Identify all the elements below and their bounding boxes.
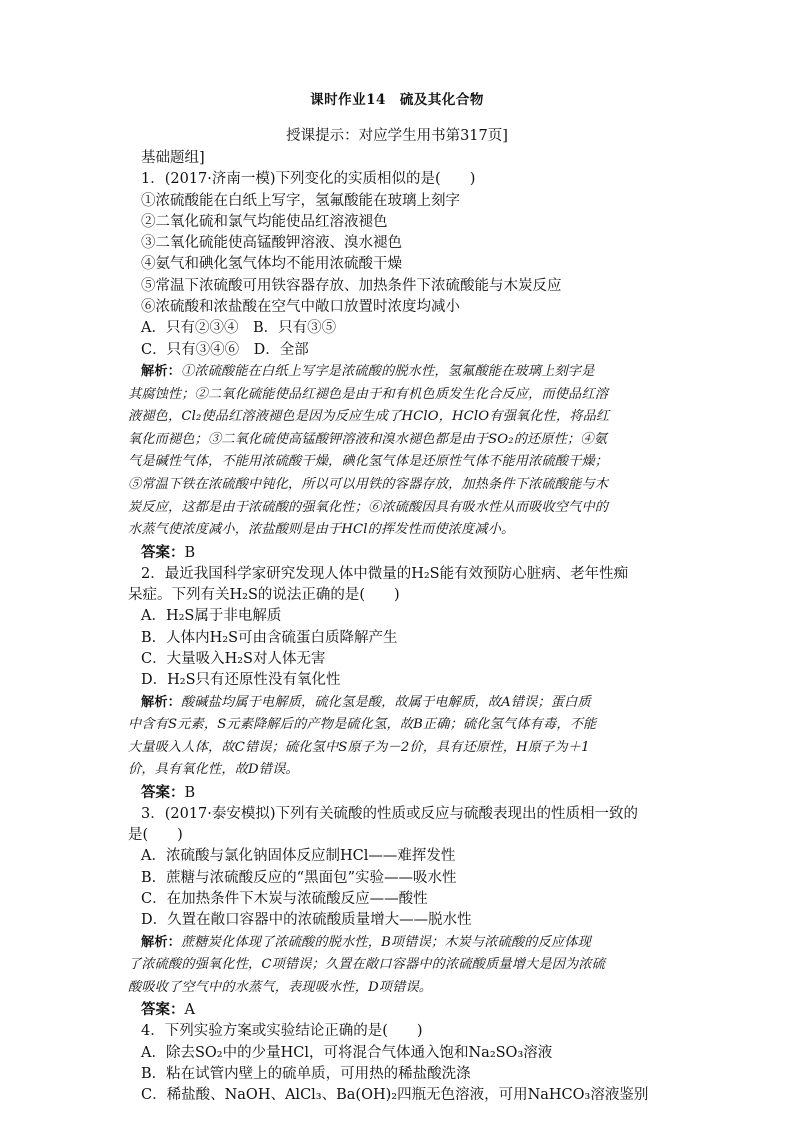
page-title <box>0 88 794 108</box>
q3-answer: 答案：A <box>141 1001 195 1019</box>
q3-option: A．浓硫酸与氯化钠固体反应制HCl——难挥发性 <box>141 848 456 865</box>
q1-analysis-line: 液褪色，Cl₂使品红溶液褪色是因为反应生成了HClO，HClO有强氧化性，将品红 <box>128 409 610 425</box>
q4-option: A．除去SO₂中的少量HCl，可将混合气体通入饱和Na₂SO₃溶液 <box>141 1044 553 1061</box>
q2-stem: 2．最近我国科学家研究发现人体中微量的H₂S能有效预防心脏病、老年性痴 <box>141 565 629 582</box>
q2-option: A．H₂S属于非电解质 <box>141 608 282 625</box>
q1-analysis-line: 炭反应，这都是由于浓硫酸的强氧化性；⑥浓硫酸因具有吸水性从而吸收空气中的 <box>128 499 609 515</box>
q1-analysis-line: 氧化而褪色；③二氧化硫使高锰酸钾溶液和溴水褪色都是由于SO₂的还原性；④氨 <box>128 431 608 447</box>
q1-answer: 答案：B <box>141 543 196 561</box>
q2-option: B．人体内H₂S可由含硫蛋白质降解产生 <box>141 629 398 646</box>
title-right: 硫及其化合物 <box>399 92 484 108</box>
q1-item: ②二氧化硫和氯气均能使品红溶液褪色 <box>141 213 388 230</box>
q2-option: D．H₂S只有还原性没有氧化性 <box>141 672 341 689</box>
q1-item: ⑤常温下浓硫酸可用铁容器存放、加热条件下浓硫酸能与木炭反应 <box>141 277 562 294</box>
q2-analysis-line: 中含有S元素，S元素降解后的产物是硫化氢，故B正确；硫化氢气体有毒，不能 <box>128 717 597 733</box>
q3-analysis-line: 酸吸收了空气中的水蒸气，表现吸水性，D项错误。 <box>128 979 433 995</box>
q3-option: C．在加热条件下木炭与浓硫酸反应——酸性 <box>141 891 428 908</box>
q3-stem: 3．(2017·泰安模拟)下列有关硫酸的性质或反应与硫酸表现出的性质相一致的 <box>141 805 639 822</box>
q1-analysis-line: 气是碱性气体，不能用浓硫酸干燥，碘化氢气体是还原性气体不能用浓硫酸干燥； <box>128 454 609 470</box>
group-label: 基础题组] <box>141 150 205 166</box>
q3-analysis-line: 解析：蔗糖炭化体现了浓硫酸的脱水性，B项错误；木炭与浓硫酸的反应体现 <box>141 934 591 950</box>
q1-analysis-line: 解析：①浓硫酸能在白纸上写字是浓硫酸的脱水性，氢氟酸能在玻璃上刻字是 <box>141 363 595 379</box>
q1-item: ①浓硫酸能在白纸上写字，氢氟酸能在玻璃上刻字 <box>141 192 460 209</box>
q2-analysis-line: 解析：酸碱盐均属于电解质，硫化氢是酸，故属于电解质，故A错误；蛋白质 <box>141 694 591 710</box>
q2-answer: 答案：B <box>141 783 196 801</box>
q1-analysis-line: ⑤常温下铁在浓硫酸中钝化，所以可以用铁的容器存放，加热条件下浓硫酸能与木 <box>128 476 609 492</box>
q1-item: ③二氧化硫能使高锰酸钾溶液、溴水褪色 <box>141 235 402 252</box>
q1-option: C．只有③④⑥ D．全部 <box>141 341 309 358</box>
q3-analysis-label: 解析： <box>141 934 182 950</box>
q1-analysis-line: 水蒸气使浓度减小，浓盐酸则是由于HCl的挥发性而使浓度减小。 <box>128 522 515 538</box>
q3-analysis-line: 了浓硫酸的强氧化性，C项错误；久置在敞口容器中的浓硫酸质量增大是因为浓硫 <box>128 957 606 973</box>
q4-stem: 4．下列实验方案或实验结论正确的是( ) <box>141 1023 423 1040</box>
q1-stem: 1．(2017·济南一模)下列变化的实质相似的是( ) <box>141 171 476 188</box>
document-body <box>128 148 688 1107</box>
q1-item: ④氨气和碘化氢气体均不能用浓硫酸干燥 <box>141 256 402 273</box>
q2-analysis-line: 大量吸入人体，故C错误；硫化氢中S原子为－2价，具有还原性，H原子为＋1 <box>128 739 590 755</box>
q1-option: A．只有②③④ B．只有③⑤ <box>141 320 337 337</box>
q3-option: D．久置在敞口容器中的浓硫酸质量增大——脱水性 <box>141 912 472 929</box>
q3-option: B．蔗糖与浓硫酸反应的“黑面包”实验——吸水性 <box>141 869 457 886</box>
q1-analysis-line: 其腐蚀性；②二氧化硫能使品红褪色是由于和有机色质发生化合反应，而使品红溶 <box>128 386 609 402</box>
q4-option: C．稀盐酸、NaOH、AlCl₃、Ba(OH)₂四瓶无色溶液，可用NaHCO₃溶液鉴别 <box>141 1087 649 1104</box>
q4-option: B．粘在试管内壁上的硫单质，可用热的稀盐酸洗涤 <box>141 1066 471 1083</box>
q2-analysis-line: 价，具有氧化性，故D错误。 <box>128 762 299 778</box>
q1-analysis-label: 解析： <box>141 363 182 379</box>
teaching-hint: 授课提示：对应学生用书第317页] <box>286 128 508 144</box>
q2-option: C．大量吸入H₂S对人体无害 <box>141 650 326 667</box>
title-left: 课时作业14 <box>310 92 386 108</box>
q1-item: ⑥浓硫酸和浓盐酸在空气中敞口放置时浓度均减小 <box>141 299 460 316</box>
q3-stem: 是( ) <box>128 827 183 844</box>
q2-analysis-label: 解析： <box>141 694 182 710</box>
q2-stem: 呆症。下列有关H₂S的说法正确的是( ) <box>128 587 400 604</box>
